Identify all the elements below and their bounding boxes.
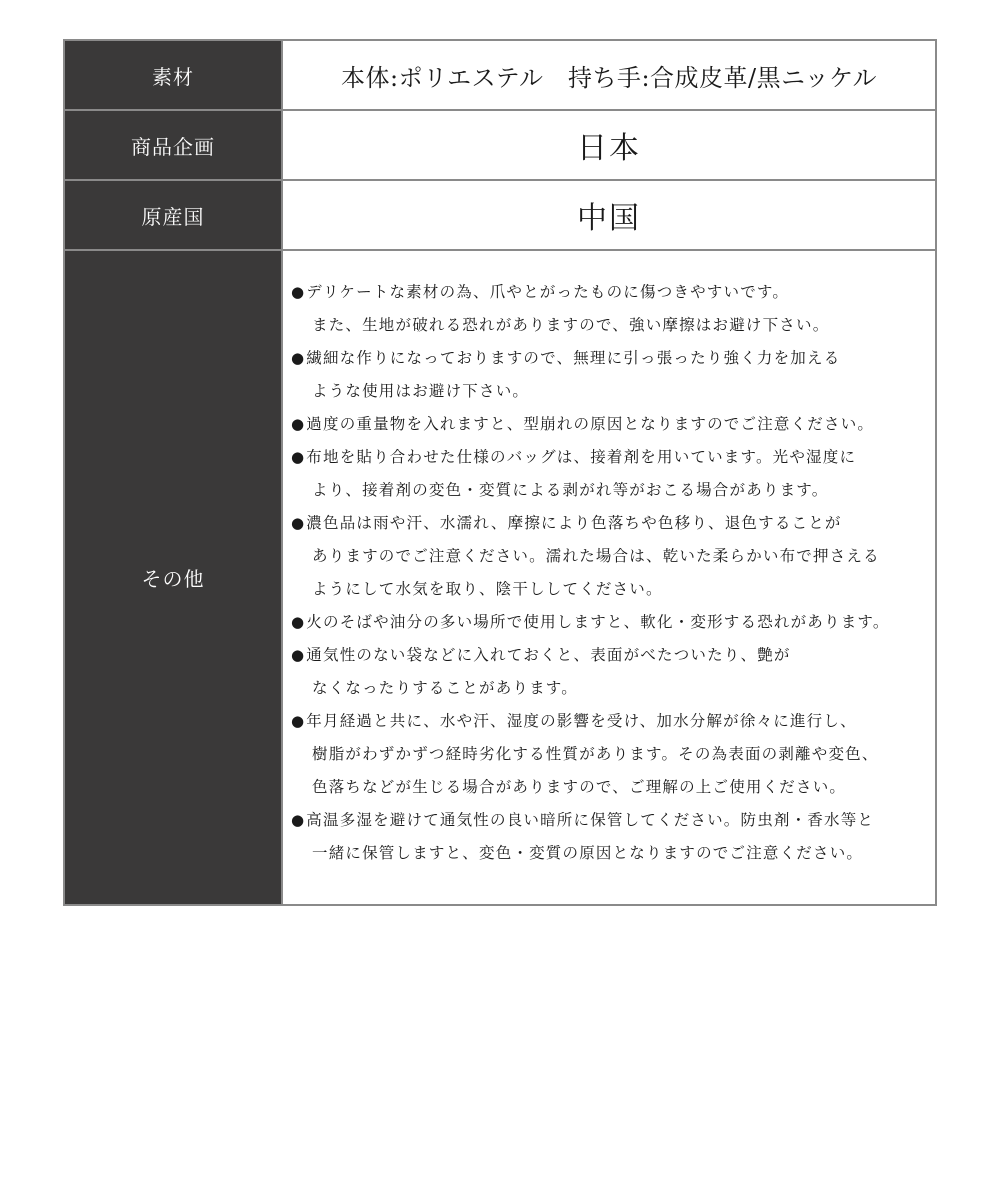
note-text: 色落ちなどが生じる場合がありますので、ご理解の上ご使用ください。 <box>312 777 847 796</box>
note-text: また、生地が破れる恐れがありますので、強い摩擦はお避け下さい。 <box>312 315 830 334</box>
product-spec-table <box>63 39 937 906</box>
note-text: 繊細な作りになっておりますので、無理に引っ張ったり強く力を加える <box>306 348 841 367</box>
spec-value-country-of-origin: 中国 <box>282 180 936 250</box>
spec-row-product-planning <box>64 110 936 180</box>
note-text: 高温多湿を避けて通気性の良い暗所に保管してください。防虫剤・香水等と <box>306 810 875 829</box>
bullet-icon: ● <box>291 612 306 631</box>
note-text: 一緒に保管しますと、変色・変質の原因となりますのでご注意ください。 <box>312 843 864 862</box>
care-note <box>291 408 935 441</box>
note-text: より、接着剤の変色・変質による剥がれ等がおこる場合があります。 <box>312 480 829 499</box>
note-text: ようにして水気を取り、陰干ししてください。 <box>312 579 663 598</box>
bullet-icon: ● <box>291 414 306 433</box>
care-note <box>291 705 935 804</box>
note-text: ありますのでご注意ください。濡れた場合は、乾いた柔らかい布で押さえる <box>312 546 880 565</box>
note-text: 濃色品は雨や汗、水濡れ、摩擦により色落ちや色移り、退色することが <box>306 513 842 532</box>
spec-value-product-planning: 日本 <box>282 110 936 180</box>
bullet-icon: ● <box>291 348 306 367</box>
spec-value-other <box>282 250 936 905</box>
care-note <box>291 441 935 507</box>
bullet-icon: ● <box>291 711 306 730</box>
care-note <box>291 276 935 342</box>
spec-label-product-planning: 商品企画 <box>64 110 282 180</box>
note-text: 火のそばや油分の多い場所で使用しますと、軟化・変形する恐れがあります。 <box>306 612 890 631</box>
note-text: 樹脂がわずかずつ経時劣化する性質があります。その為表面の剥離や変色、 <box>312 744 879 763</box>
bullet-icon: ● <box>291 513 306 532</box>
note-text: 過度の重量物を入れますと、型崩れの原因となりますのでご注意ください。 <box>306 414 875 433</box>
bullet-icon: ● <box>291 645 306 664</box>
spec-row-material <box>64 40 936 110</box>
note-text: ような使用はお避け下さい。 <box>312 381 530 400</box>
note-text: 通気性のない袋などに入れておくと、表面がべたついたり、艶が <box>306 645 791 664</box>
care-note <box>291 804 935 870</box>
spec-label-other: その他 <box>64 250 282 905</box>
note-text: 布地を貼り合わせた仕様のバッグは、接着剤を用いています。光や湿度に <box>306 447 857 466</box>
care-note <box>291 507 935 606</box>
care-note <box>291 639 935 705</box>
spec-row-other <box>64 250 936 905</box>
spec-value-material: 本体:ポリエステル 持ち手:合成皮革/黒ニッケル <box>282 40 936 110</box>
spec-label-material: 素材 <box>64 40 282 110</box>
bullet-icon: ● <box>291 810 306 829</box>
care-note <box>291 606 935 639</box>
care-note <box>291 342 935 408</box>
care-notes-list <box>283 258 935 898</box>
spec-label-country-of-origin: 原産国 <box>64 180 282 250</box>
bullet-icon: ● <box>291 447 306 466</box>
note-text: 年月経過と共に、水や汗、湿度の影響を受け、加水分解が徐々に進行し、 <box>306 711 857 730</box>
note-text: デリケートな素材の為、爪やとがったものに傷つきやすいです。 <box>306 282 790 301</box>
note-text: なくなったりすることがあります。 <box>312 678 578 697</box>
spec-row-country-of-origin <box>64 180 936 250</box>
bullet-icon: ● <box>291 282 306 301</box>
